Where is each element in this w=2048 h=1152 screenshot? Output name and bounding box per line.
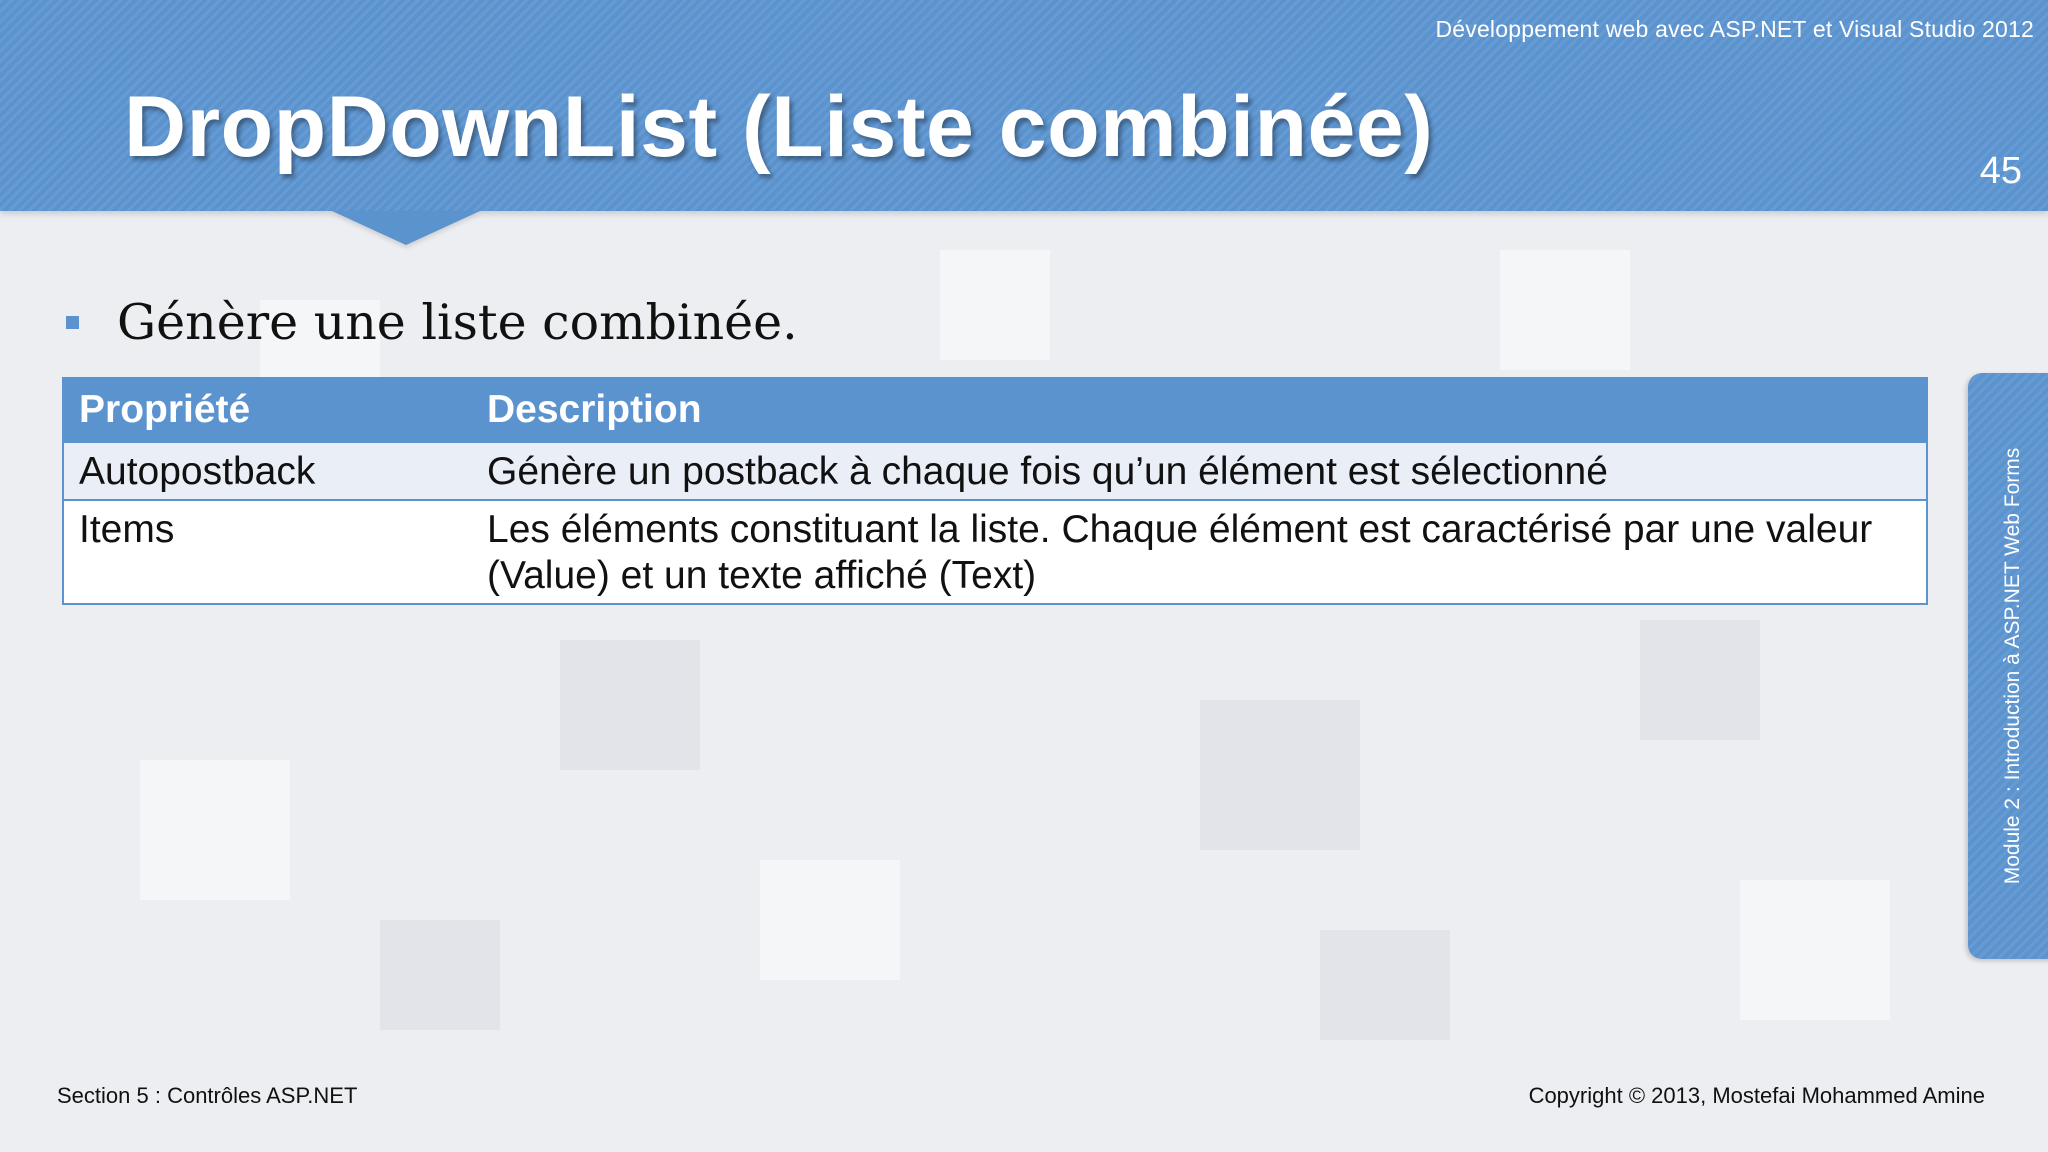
bg-tile <box>1200 700 1360 850</box>
table-header-row <box>63 378 1927 442</box>
bg-tile <box>560 640 700 770</box>
table-row <box>63 442 1927 500</box>
footer-copyright: Copyright © 2013, Mostefai Mohammed Amine <box>1528 1083 1985 1108</box>
slide-title: DropDownList (Liste combinée) <box>124 79 1434 175</box>
slide-header <box>0 0 2048 211</box>
bg-tile <box>1640 620 1760 740</box>
bullet-text: Génère une liste combinée. <box>117 294 798 351</box>
footer-section: Section 5 : Contrôles ASP.NET <box>57 1083 358 1108</box>
bg-tile <box>140 760 290 900</box>
property-name-cell: Items <box>63 500 472 604</box>
property-table <box>62 377 1928 605</box>
column-header-property: Propriété <box>63 378 472 442</box>
table-row <box>63 500 1927 604</box>
bg-tile <box>380 920 500 1030</box>
course-title: Développement web avec ASP.NET et Visual Studio 2012 <box>1435 16 2034 42</box>
module-side-tab <box>1968 373 2048 959</box>
header-notch <box>332 211 480 245</box>
module-label: Module 2 : Introduction à ASP.NET Web Forms <box>2001 447 2024 885</box>
bg-tile <box>1500 250 1630 370</box>
property-name-cell: Autopostback <box>63 442 472 500</box>
column-header-description: Description <box>472 378 1927 442</box>
property-description-cell: Génère un postback à chaque fois qu’un élément est sélectionné <box>472 442 1927 500</box>
property-description-cell: Les éléments constituant la liste. Chaque élément est caractérisé par une valeur (Value) et un texte affiché (Text) <box>472 500 1927 604</box>
bullet-square-icon <box>66 316 79 329</box>
bg-tile <box>1740 880 1890 1020</box>
bg-tile <box>1320 930 1450 1040</box>
bg-tile <box>760 860 900 980</box>
slide-number: 45 <box>1979 150 2022 192</box>
bg-tile <box>940 250 1050 360</box>
